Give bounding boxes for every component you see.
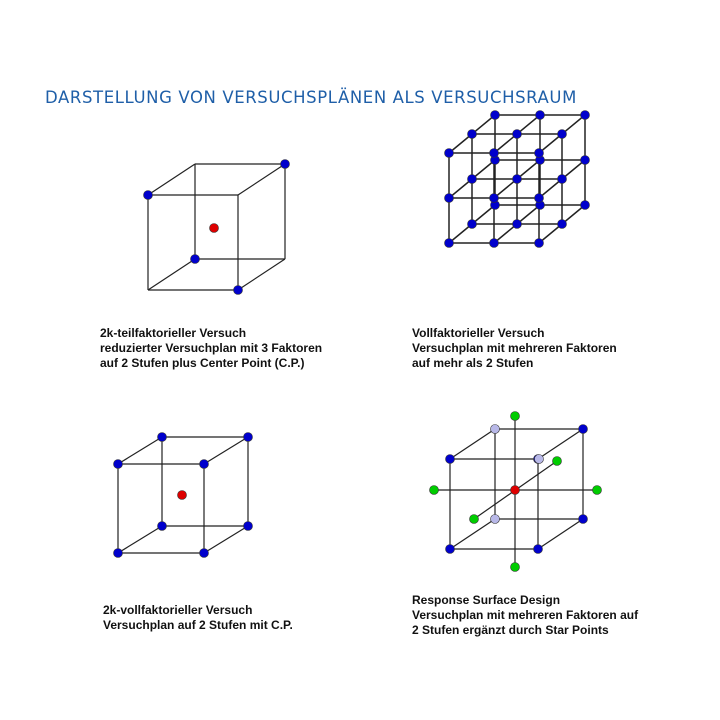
grid-point (536, 111, 545, 120)
caption-response-surface (412, 593, 638, 638)
cube-edge (538, 429, 583, 459)
corner-point (234, 286, 243, 295)
star-point (511, 563, 520, 572)
cube-edge (238, 164, 285, 195)
grid-point (558, 175, 567, 184)
caption-line: reduzierter Versuchplan mit 3 Faktoren (100, 341, 323, 355)
star-point (553, 457, 562, 466)
page-title: DARSTELLUNG VON VERSUCHSPLÄNEN ALS VERSUCHSRAUM (45, 88, 577, 107)
corner-point (579, 425, 588, 434)
center-point (210, 224, 219, 233)
grid-point (445, 149, 454, 158)
grid-point (468, 175, 477, 184)
grid-point (535, 149, 544, 158)
star-point (593, 486, 602, 495)
corner-point (200, 460, 209, 469)
caption-full-factorial-multilevel (412, 326, 617, 371)
grid-point (490, 194, 499, 203)
grid-point (445, 239, 454, 248)
center-point (511, 486, 520, 495)
corner-point-light (491, 425, 500, 434)
corner-point-light (535, 455, 544, 464)
grid-point (558, 220, 567, 229)
corner-point (446, 545, 455, 554)
star-point (430, 486, 439, 495)
grid-point (490, 239, 499, 248)
caption-line: Vollfaktorieller Versuch (412, 326, 545, 340)
cube-edge (204, 437, 248, 464)
corner-point (446, 455, 455, 464)
caption-fractional-factorial (100, 326, 322, 371)
corner-point (200, 549, 209, 558)
corner-point (158, 522, 167, 531)
grid-point (468, 130, 477, 139)
caption-line: Versuchplan mit mehreren Faktoren auf (412, 608, 639, 622)
caption-line: 2 Stufen ergänzt durch Star Points (412, 623, 609, 637)
grid-point (468, 220, 477, 229)
cube-edge (538, 519, 583, 549)
cube-edge (148, 259, 195, 290)
corner-point (114, 549, 123, 558)
caption-line: 2k-vollfaktorieller Versuch (103, 603, 253, 617)
caption-line: Versuchplan auf 2 Stufen mit C.P. (103, 618, 293, 632)
grid-point (558, 130, 567, 139)
cube-edge (450, 429, 495, 459)
corner-point (534, 545, 543, 554)
corner-point (158, 433, 167, 442)
caption-line: 2k-teilfaktorieller Versuch (100, 326, 247, 340)
grid-point (581, 201, 590, 210)
cube-edge (238, 259, 285, 290)
caption-line: auf mehr als 2 Stufen (412, 356, 534, 370)
cube-edge (118, 526, 162, 553)
star-point (511, 412, 520, 421)
grid-point (513, 175, 522, 184)
grid-point (513, 130, 522, 139)
grid-point (581, 111, 590, 120)
grid-point (491, 111, 500, 120)
caption-line: auf 2 Stufen plus Center Point (C.P.) (100, 356, 305, 370)
grid-point (535, 194, 544, 203)
grid-point (445, 194, 454, 203)
caption-full-factorial-2level (103, 603, 293, 633)
grid-point (581, 156, 590, 165)
grid-point (513, 220, 522, 229)
corner-point (144, 191, 153, 200)
cube-edge (204, 526, 248, 553)
corner-point (244, 433, 253, 442)
star-point (470, 515, 479, 524)
corner-point-light (491, 515, 500, 524)
corner-point (114, 460, 123, 469)
corner-point (191, 255, 200, 264)
caption-line: Response Surface Design (412, 593, 561, 607)
corner-point (579, 515, 588, 524)
center-point (178, 491, 187, 500)
caption-line: Versuchplan mit mehreren Faktoren (412, 341, 617, 355)
grid-point (490, 149, 499, 158)
cube-edge (148, 164, 195, 195)
grid-point (535, 239, 544, 248)
corner-point (281, 160, 290, 169)
corner-point (244, 522, 253, 531)
cube-edge (118, 437, 162, 464)
